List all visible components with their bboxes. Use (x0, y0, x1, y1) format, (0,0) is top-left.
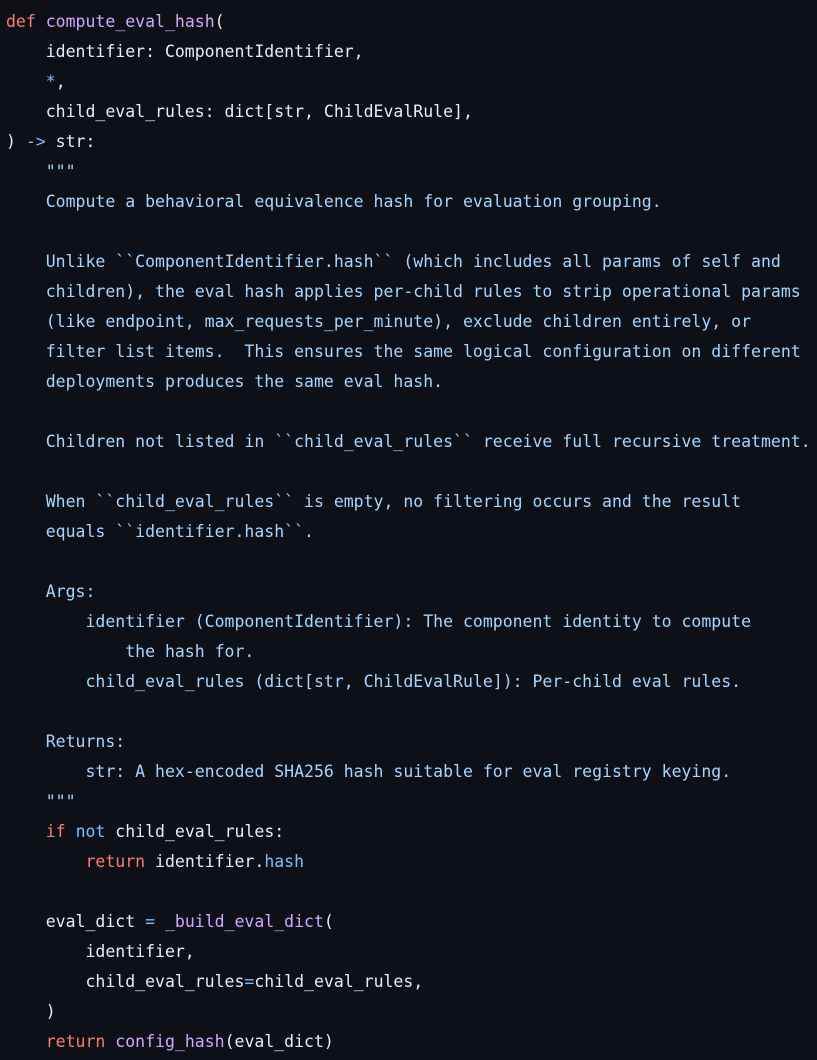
code-token (105, 1032, 115, 1051)
code-token: * (45, 72, 56, 91)
code-token (6, 72, 46, 91)
code-token (155, 912, 165, 931)
code-line (6, 217, 817, 247)
code-token: if (45, 822, 66, 841)
code-line (6, 847, 817, 877)
code-token: child_eval_rules: dict[str, ChildEvalRule], (6, 102, 473, 121)
code-token: identifier (ComponentIdentifier): The component identity to compute (6, 612, 752, 631)
code-token: Returns: (6, 732, 126, 751)
code-token: children), the eval hash applies per-child rules to strip operational params (6, 282, 801, 301)
code-token: child_eval_rules, (254, 972, 424, 991)
code-token: Compute a behavioral equivalence hash for evaluation grouping. (6, 192, 662, 211)
code-token: """ (6, 162, 76, 181)
code-token: """ (6, 792, 76, 811)
code-token (36, 12, 46, 31)
code-line (6, 877, 817, 907)
code-line (6, 667, 817, 697)
code-line (6, 937, 817, 967)
code-line (6, 577, 817, 607)
code-token: return (85, 852, 146, 871)
code-line (6, 307, 817, 337)
code-line (6, 967, 817, 997)
code-token: Args: (6, 582, 96, 601)
code-token: ( (323, 912, 334, 931)
code-token (6, 1032, 46, 1051)
code-line (6, 127, 817, 157)
code-token: = (244, 972, 255, 991)
code-token (6, 852, 85, 871)
code-token: str: (45, 132, 96, 151)
code-line (6, 517, 817, 547)
code-token: def (6, 12, 36, 31)
code-line (6, 247, 817, 277)
code-line (6, 37, 817, 67)
code-token: config_hash (115, 1032, 225, 1051)
code-token: identifier, (6, 942, 195, 961)
code-line (6, 187, 817, 217)
code-token: identifier. (145, 852, 265, 871)
code-line (6, 367, 817, 397)
code-token: (like endpoint, max_requests_per_minute), exclude children entirely, or (6, 312, 752, 331)
code-token: _build_eval_dict (164, 912, 324, 931)
code-token: (eval_dict) (224, 1032, 334, 1051)
code-token: When ``child_eval_rules`` is empty, no filtering occurs and the result (6, 492, 742, 511)
code-token: ( (214, 12, 225, 31)
code-token: the hash for. (6, 642, 255, 661)
code-token: compute_eval_hash (45, 12, 215, 31)
code-token: deployments produces the same eval hash. (6, 372, 444, 391)
code-token: ) (6, 132, 26, 151)
code-token: filter list items. This ensures the same logical configuration on different (6, 342, 801, 361)
code-line (6, 457, 817, 487)
code-line (6, 337, 817, 367)
code-token: = (145, 912, 156, 931)
code-line (6, 727, 817, 757)
code-token: return (45, 1032, 106, 1051)
code-line (6, 547, 817, 577)
code-line (6, 277, 817, 307)
code-token: child_eval_rules: (105, 822, 285, 841)
code-line (6, 97, 817, 127)
code-line (6, 7, 817, 37)
code-token (6, 822, 46, 841)
code-line (6, 907, 817, 937)
code-token: str: A hex-encoded SHA256 hash suitable for eval registry keying. (6, 762, 732, 781)
code-token: identifier: ComponentIdentifier, (6, 42, 364, 61)
code-token: eval_dict (6, 912, 146, 931)
code-token: ) (6, 1002, 56, 1021)
code-token (66, 822, 76, 841)
code-line (6, 697, 817, 727)
code-token: Children not listed in ``child_eval_rules`` receive full recursive treatment. (6, 432, 811, 451)
code-line (6, 67, 817, 97)
code-token: hash (264, 852, 305, 871)
code-line (6, 787, 817, 817)
code-line (6, 487, 817, 517)
code-line (6, 157, 817, 187)
code-line (6, 607, 817, 637)
code-line (6, 757, 817, 787)
code-token: equals ``identifier.hash``. (6, 522, 314, 541)
code-line (6, 637, 817, 667)
code-line (6, 817, 817, 847)
code-token: child_eval_rules (dict[str, ChildEvalRule]): Per-child eval rules. (6, 672, 742, 691)
code-line (6, 1027, 817, 1057)
code-token: , (55, 72, 66, 91)
code-token: Unlike ``ComponentIdentifier.hash`` (which includes all params of self and (6, 252, 781, 271)
code-token: not (75, 822, 106, 841)
code-line (6, 397, 817, 427)
code-token: child_eval_rules (6, 972, 245, 991)
code-line (6, 997, 817, 1027)
code-token: -> (25, 132, 46, 151)
code-line (6, 427, 817, 457)
